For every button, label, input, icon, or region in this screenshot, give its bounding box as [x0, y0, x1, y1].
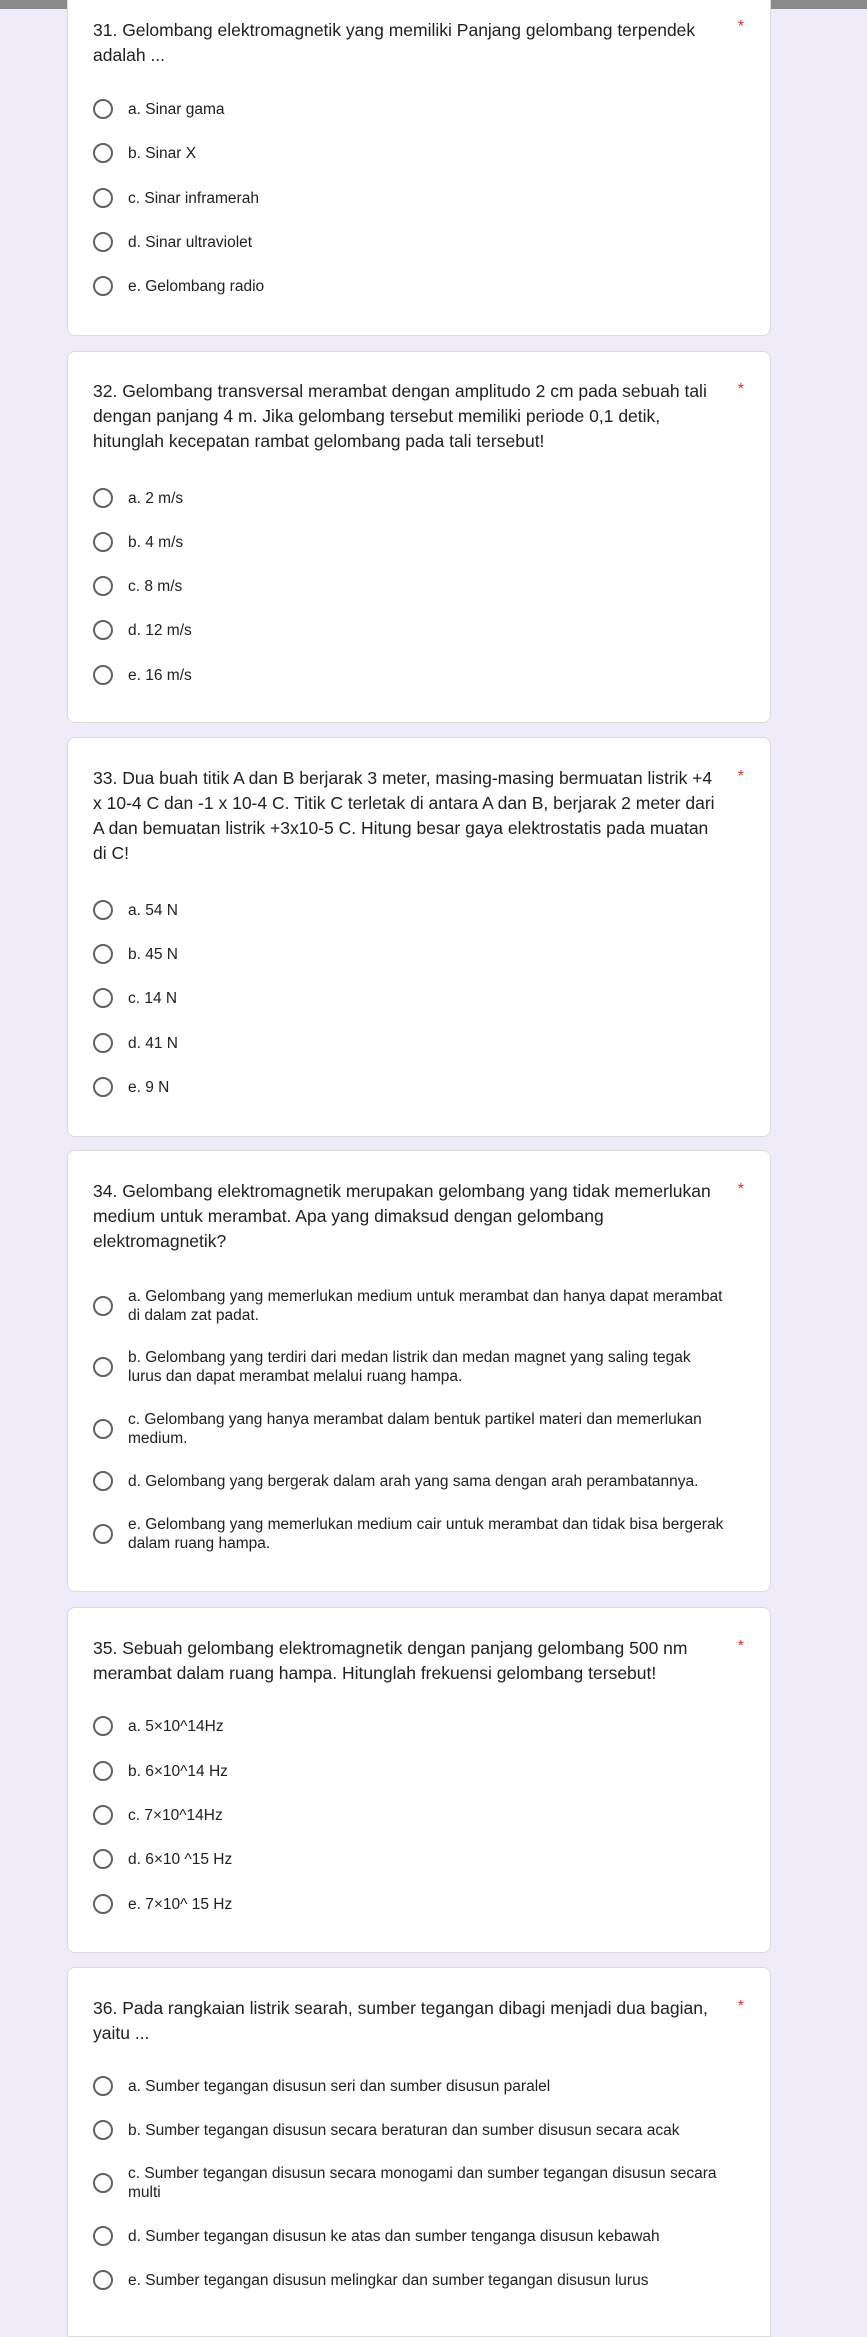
radio-button-icon[interactable] — [93, 576, 113, 596]
option-e[interactable] — [93, 2270, 733, 2292]
option-label: c. Gelombang yang hanya merambat dalam bentuk partikel materi dan memerlukan medium. — [128, 1411, 702, 1447]
option-label: a. 54 N — [128, 902, 178, 919]
option-e[interactable] — [93, 665, 733, 687]
question-card-36 — [67, 1967, 771, 2337]
radio-button-icon[interactable] — [93, 1849, 113, 1869]
radio-button-icon[interactable] — [93, 665, 113, 685]
radio-button-icon[interactable] — [93, 143, 113, 163]
required-asterisk: * — [737, 768, 744, 785]
option-d[interactable] — [93, 1849, 733, 1871]
option-label: a. 2 m/s — [128, 490, 184, 507]
radio-button-icon[interactable] — [93, 532, 113, 552]
option-c[interactable] — [93, 576, 733, 598]
question-card-35 — [67, 1607, 771, 1953]
radio-button-icon[interactable] — [93, 1357, 113, 1377]
question-card-33 — [67, 737, 771, 1137]
radio-button-icon[interactable] — [93, 1894, 113, 1914]
option-label: d. 41 N — [128, 1035, 178, 1052]
option-label: b. Gelombang yang terdiri dari medan listrik dan medan magnet yang saling tegak lurus dan dapat merambat melalui ruang hampa. — [128, 1349, 691, 1385]
required-asterisk: * — [737, 381, 744, 398]
radio-button-icon[interactable] — [93, 2076, 113, 2096]
question-card-31 — [67, 0, 771, 336]
radio-button-icon[interactable] — [93, 488, 113, 508]
option-label: a. Sinar gama — [128, 101, 225, 118]
option-e[interactable] — [93, 276, 733, 298]
option-label: d. Sumber tegangan disusun ke atas dan sumber tenganga disusun kebawah — [128, 2228, 660, 2245]
option-label: e. 9 N — [128, 1079, 170, 1096]
option-b[interactable] — [93, 944, 733, 966]
radio-button-icon[interactable] — [93, 1033, 113, 1053]
option-label: c. 14 N — [128, 990, 178, 1007]
radio-button-icon[interactable] — [93, 99, 113, 119]
option-label: c. Sumber tegangan disusun secara monogami dan sumber tegangan disusun secara multi — [128, 2165, 717, 2201]
option-label: b. Sinar X — [128, 145, 197, 162]
option-label: e. 16 m/s — [128, 667, 192, 684]
option-c[interactable] — [93, 1411, 733, 1447]
question-title: 33. Dua buah titik A dan B berjarak 3 meter, masing-masing bermuatan listrik +4 x 10-4 C dan -1 x 10-4 C. Titik C terletak di antara A dan B, berjarak 2 meter dari A dan bemuatan listrik +3x10-5 C. Hitung besar gaya elektrostatis pada muatan di C! — [93, 768, 715, 863]
radio-button-icon[interactable] — [93, 276, 113, 296]
option-d[interactable] — [93, 232, 733, 254]
option-label: b. Sumber tegangan disusun secara beraturan dan sumber disusun secara acak — [128, 2122, 680, 2139]
question-title: 35. Sebuah gelombang elektromagnetik dengan panjang gelombang 500 nm merambat dalam ruang hampa. Hitunglah frekuensi gelombang tersebut! — [93, 1638, 688, 1683]
option-label: b. 6×10^14 Hz — [128, 1763, 228, 1780]
option-b[interactable] — [93, 143, 733, 165]
option-c[interactable] — [93, 2165, 733, 2201]
radio-button-icon[interactable] — [93, 1761, 113, 1781]
radio-button-icon[interactable] — [93, 188, 113, 208]
option-label: a. Gelombang yang memerlukan medium untuk merambat dan hanya dapat merambat di dalam zat padat. — [128, 1288, 723, 1324]
option-b[interactable] — [93, 1349, 733, 1385]
option-b[interactable] — [93, 532, 733, 554]
radio-button-icon[interactable] — [93, 1296, 113, 1316]
radio-button-icon[interactable] — [93, 2173, 113, 2193]
option-label: c. 8 m/s — [128, 578, 183, 595]
option-c[interactable] — [93, 188, 733, 210]
option-a[interactable] — [93, 2076, 733, 2098]
question-title: 32. Gelombang transversal merambat dengan amplitudo 2 cm pada sebuah tali dengan panjang 4 m. Jika gelombang tersebut memiliki periode 0,1 detik, hitunglah kecepatan rambat gelombang pada tali tersebut! — [93, 381, 707, 451]
option-label: d. Gelombang yang bergerak dalam arah yang sama dengan arah perambatannya. — [128, 1473, 699, 1490]
option-a[interactable] — [93, 900, 733, 922]
option-d[interactable] — [93, 1471, 733, 1493]
option-label: c. 7×10^14Hz — [128, 1807, 223, 1824]
radio-button-icon[interactable] — [93, 1471, 113, 1491]
radio-button-icon[interactable] — [93, 900, 113, 920]
option-e[interactable] — [93, 1894, 733, 1916]
radio-button-icon[interactable] — [93, 1419, 113, 1439]
option-label: d. Sinar ultraviolet — [128, 234, 253, 251]
option-label: c. Sinar inframerah — [128, 190, 259, 207]
option-e[interactable] — [93, 1077, 733, 1099]
radio-button-icon[interactable] — [93, 988, 113, 1008]
radio-button-icon[interactable] — [93, 1524, 113, 1544]
option-label: b. 45 N — [128, 946, 178, 963]
option-label: d. 12 m/s — [128, 622, 192, 639]
option-a[interactable] — [93, 1288, 733, 1324]
radio-button-icon[interactable] — [93, 1077, 113, 1097]
question-card-32 — [67, 351, 771, 723]
option-label: a. 5×10^14Hz — [128, 1718, 224, 1735]
required-asterisk: * — [737, 1181, 744, 1198]
option-e[interactable] — [93, 1516, 733, 1552]
option-label: a. Sumber tegangan disusun seri dan sumber disusun paralel — [128, 2078, 551, 2095]
option-label: d. 6×10 ^15 Hz — [128, 1851, 233, 1868]
question-title: 36. Pada rangkaian listrik searah, sumber tegangan dibagi menjadi dua bagian, yaitu ... — [93, 1998, 708, 2043]
option-label: e. Sumber tegangan disusun melingkar dan sumber tegangan disusun lurus — [128, 2272, 649, 2289]
required-asterisk: * — [737, 1998, 744, 2015]
radio-button-icon[interactable] — [93, 2226, 113, 2246]
option-d[interactable] — [93, 620, 733, 642]
option-b[interactable] — [93, 2120, 733, 2142]
option-a[interactable] — [93, 99, 733, 121]
radio-button-icon[interactable] — [93, 2270, 113, 2290]
option-b[interactable] — [93, 1761, 733, 1783]
radio-button-icon[interactable] — [93, 1805, 113, 1825]
radio-button-icon[interactable] — [93, 1716, 113, 1736]
option-label: b. 4 m/s — [128, 534, 184, 551]
question-title: 31. Gelombang elektromagnetik yang memiliki Panjang gelombang terpendek adalah ... — [93, 20, 696, 65]
option-a[interactable] — [93, 488, 733, 510]
option-c[interactable] — [93, 1805, 733, 1827]
required-asterisk: * — [737, 1638, 744, 1655]
question-card-34 — [67, 1150, 771, 1592]
question-title: 34. Gelombang elektromagnetik merupakan gelombang yang tidak memerlukan medium untuk merambat. Apa yang dimaksud dengan gelombang elektromagnetik? — [93, 1181, 711, 1251]
radio-button-icon[interactable] — [93, 944, 113, 964]
radio-button-icon[interactable] — [93, 2120, 113, 2140]
option-c[interactable] — [93, 988, 733, 1010]
option-d[interactable] — [93, 1033, 733, 1055]
option-label: e. Gelombang yang memerlukan medium cair untuk merambat dan tidak bisa bergerak dalam ruang hampa. — [128, 1516, 724, 1552]
required-asterisk: * — [737, 18, 744, 35]
radio-button-icon[interactable] — [93, 620, 113, 640]
option-label: e. Gelombang radio — [128, 278, 265, 295]
option-label: e. 7×10^ 15 Hz — [128, 1896, 233, 1913]
radio-button-icon[interactable] — [93, 232, 113, 252]
option-d[interactable] — [93, 2226, 733, 2248]
option-a[interactable] — [93, 1716, 733, 1738]
